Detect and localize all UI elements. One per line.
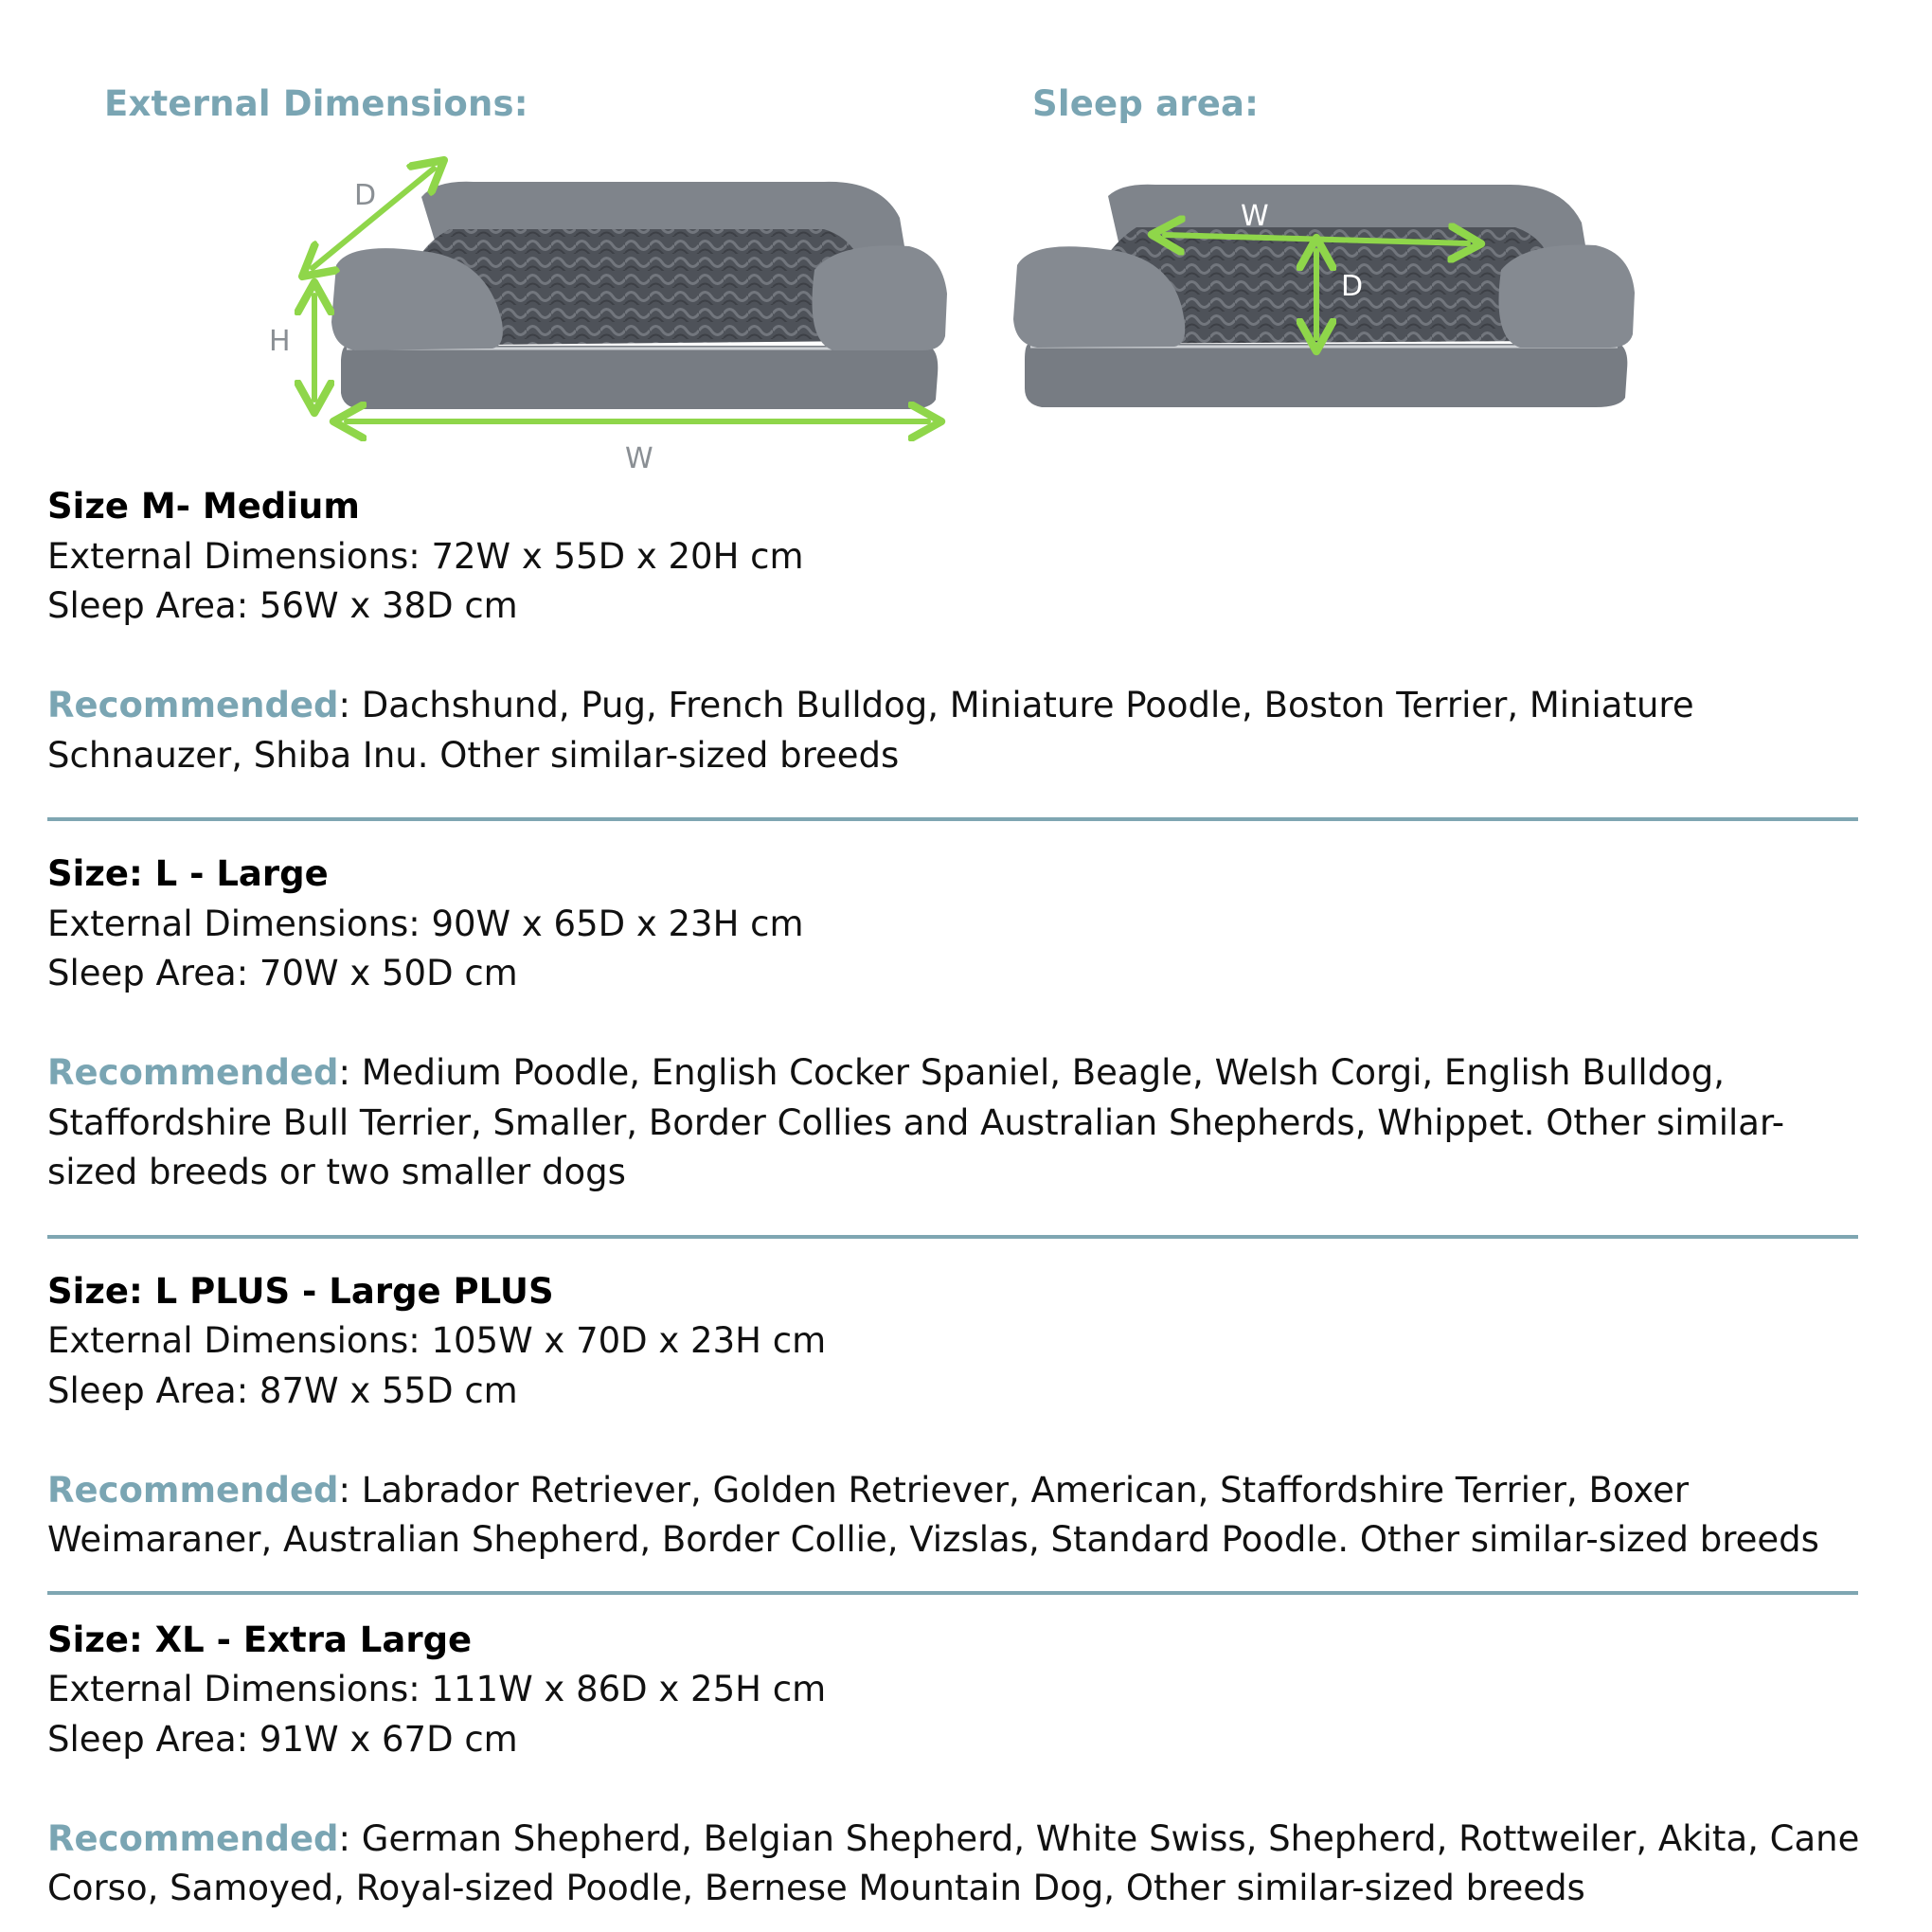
- recommended-breeds: : German Shepherd, Belgian Shepherd, White Swiss, Shepherd, Rottweiler, Akita, Cane Corso, Samoyed, Royal-sized Poodle, Bernese Mountain Dog, Other similar-sized breeds: [47, 1817, 1860, 1908]
- size-title: Size: L - Large: [47, 853, 329, 894]
- external-dimensions-text: External Dimensions: 105W x 70D x 23H cm: [47, 1320, 827, 1361]
- recommended-paragraph: [47, 1048, 1866, 1198]
- recommended-breeds: : Dachshund, Pug, French Bulldog, Miniature Poodle, Boston Terrier, Miniature Schnauzer, Shiba Inu. Other similar-sized breeds: [47, 685, 1694, 776]
- sleep-area-heading: Sleep area:: [1032, 83, 1260, 124]
- width-label: W: [625, 442, 653, 475]
- external-dimensions-diagram: [256, 152, 957, 483]
- size-section-extra-large: [47, 1616, 1866, 1914]
- recommended-paragraph: [47, 1466, 1866, 1565]
- external-dimensions-text: External Dimensions: 111W x 86D x 25H cm: [47, 1669, 827, 1709]
- sleep-area-text: Sleep Area: 56W x 38D cm: [47, 585, 518, 626]
- size-section-large-plus: [47, 1267, 1866, 1565]
- bed-sleep-image: [1013, 185, 1635, 407]
- recommended-breeds: : Labrador Retriever, Golden Retriever, American, Staffordshire Terrier, Boxer Weimaraner, Australian Shepherd, Border Collie, Vizslas, Standard Poodle. Other similar-sized breeds: [47, 1469, 1819, 1560]
- recommended-paragraph: [47, 681, 1866, 780]
- recommended-breeds: : Medium Poodle, English Cocker Spaniel, Beagle, Welsh Corgi, English Bulldog, Staffordshire Bull Terrier, Smaller, Border Collies and Australian Shepherds, Whippet. Other similar-sized breeds or two smaller dogs: [47, 1052, 1785, 1192]
- size-section-medium: [47, 482, 1866, 780]
- recommended-label: Recommended: [47, 1817, 339, 1859]
- sleep-depth-label: D: [1341, 270, 1364, 303]
- sleep-area-text: Sleep Area: 91W x 67D cm: [47, 1718, 518, 1760]
- recommended-label: Recommended: [47, 1052, 339, 1093]
- recommended-label: Recommended: [47, 1469, 339, 1511]
- bed-external-image: [331, 182, 947, 409]
- external-dimensions-text: External Dimensions: 90W x 65D x 23H cm: [47, 903, 804, 944]
- height-label: H: [269, 325, 291, 358]
- external-dimensions-text: External Dimensions: 72W x 55D x 20H cm: [47, 535, 804, 577]
- size-sections: [47, 482, 1866, 1914]
- size-title: Size M- Medium: [47, 486, 360, 527]
- recommended-label: Recommended: [47, 685, 339, 725]
- size-title: Size: L PLUS - Large PLUS: [47, 1270, 554, 1312]
- sleep-area-diagram: [1013, 175, 1638, 412]
- external-dimensions-heading: External Dimensions:: [104, 83, 528, 124]
- sleep-area-text: Sleep Area: 87W x 55D cm: [47, 1369, 518, 1411]
- size-title: Size: XL - Extra Large: [47, 1619, 473, 1660]
- sleep-area-text: Sleep Area: 70W x 50D cm: [47, 953, 518, 993]
- depth-label: D: [354, 179, 377, 212]
- recommended-paragraph: [47, 1815, 1866, 1914]
- sleep-width-label: W: [1241, 200, 1269, 233]
- size-section-large: [47, 850, 1866, 1198]
